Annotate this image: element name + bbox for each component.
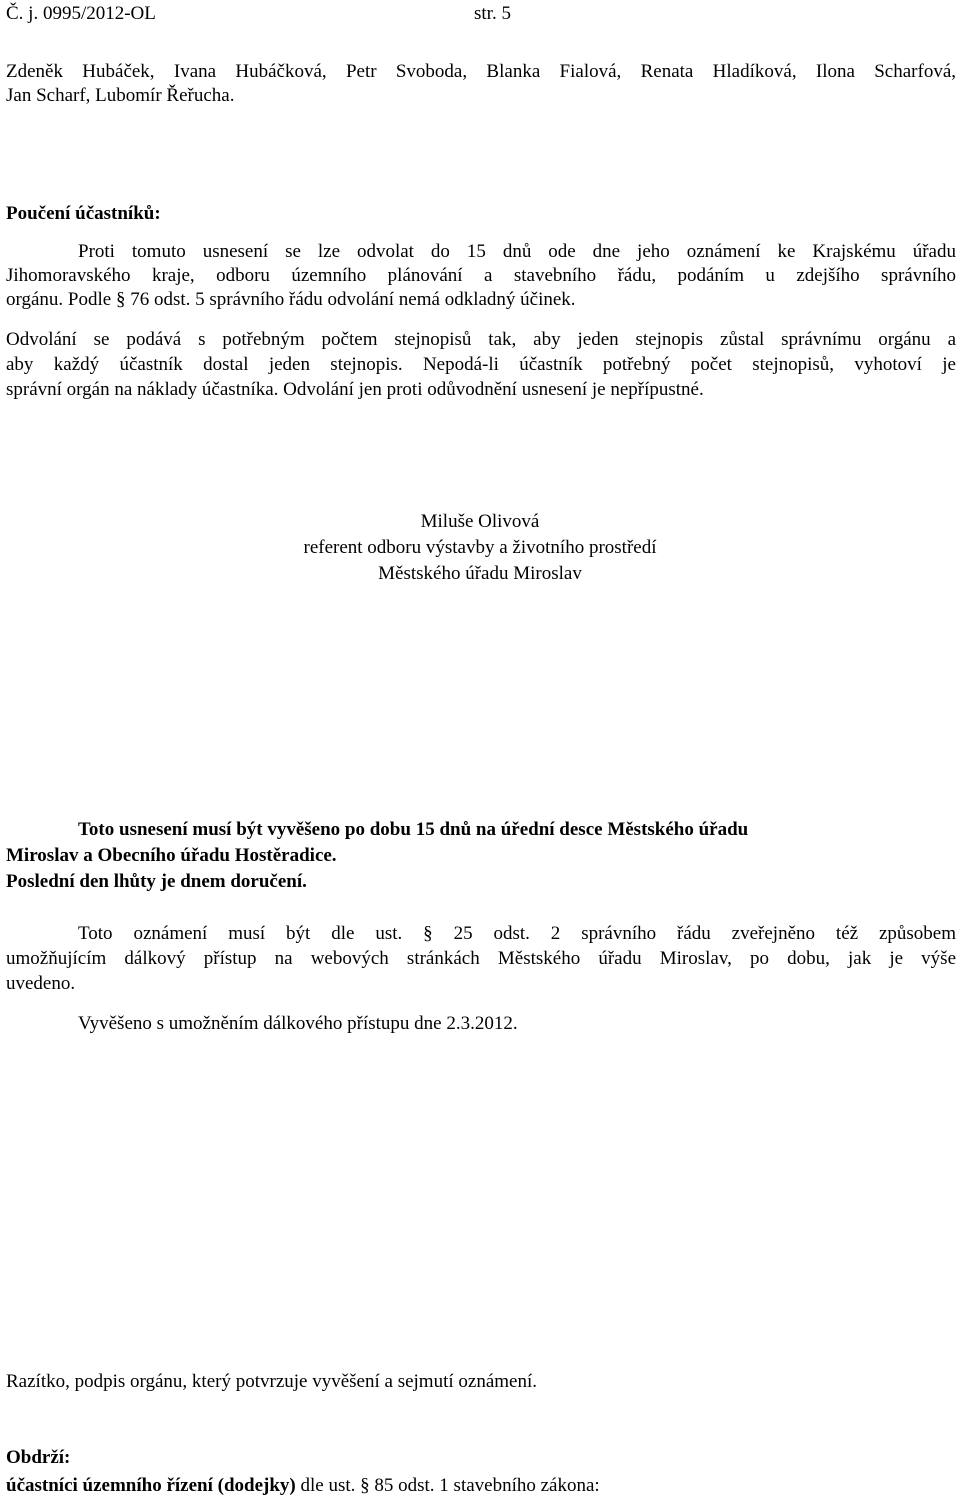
document-reference: Č. j. 0995/2012-OL (6, 3, 156, 24)
participants-line-1: Zdeněk Hubáček, Ivana Hubáčková, Petr Svoboda, Blanka Fialová, Renata Hladíková, Ilona Scharfová, (6, 61, 956, 82)
instruction-heading: Poučení účastníků: (6, 203, 161, 224)
posting-date-line: Vyvěšeno s umožněním dálkového přístupu dne 2.3.2012. (78, 1013, 518, 1034)
stamp-note: Razítko, podpis orgánu, který potvrzuje vyvěšení a sejmutí oznámení. (6, 1371, 537, 1392)
recipients-heading: Obdrží: (6, 1447, 71, 1468)
signatory-name: Miluše Olivová (420, 511, 540, 532)
posting-p-line-1: Toto oznámení musí být dle ust. § 25 odst. 2 správního řádu zveřejněno též způsobem (78, 923, 956, 944)
instruction-p1-line-3: orgánu. Podle § 76 odst. 5 správního řádu odvolání nemá odkladný účinek. (6, 289, 576, 310)
recipients-line (6, 1474, 600, 1498)
posting-p-line-2: umožňujícím dálkový přístup na webových stránkách Městského úřadu Miroslav, po dobu, jak je výše (6, 948, 956, 969)
instruction-p2-line-1: Odvolání se podává s potřebným počtem stejnopisů tak, aby jeden stejnopis zůstal správnímu orgánu a (6, 329, 956, 350)
signatory-office: Městského úřadu Miroslav (378, 563, 582, 584)
participants-line-2: Jan Scharf, Lubomír Řeřucha. (6, 85, 235, 106)
page-number: str. 5 (474, 3, 511, 24)
posting-bold-line-3: Poslední den lhůty je dnem doručení. (6, 871, 307, 892)
posting-bold-line-2: Miroslav a Obecního úřadu Hostěradice. (6, 845, 337, 866)
recipients-bold-part: účastníci územního řízení (dodejky) (6, 1475, 296, 1496)
instruction-p2-line-3: správní orgán na náklady účastníka. Odvolání jen proti odůvodnění usnesení je nepřípustné. (6, 379, 704, 400)
instruction-p1-line-1: Proti tomuto usnesení se lze odvolat do 15 dnů ode dne jeho oznámení ke Krajskému úřadu (78, 241, 956, 262)
posting-bold-line-1: Toto usnesení musí být vyvěšeno po dobu 15 dnů na úřední desce Městského úřadu (78, 819, 749, 840)
instruction-p2-line-2: aby každý účastník dostal jeden stejnopis. Nepodá-li účastník potřebný počet stejnopisů, vyhotoví je (6, 354, 956, 375)
posting-p-line-3: uvedeno. (6, 973, 76, 994)
recipients-rest-part: dle ust. § 85 odst. 1 stavebního zákona: (295, 1475, 600, 1496)
instruction-p1-line-2: Jihomoravského kraje, odboru územního plánování a stavebního řádu, podáním u zdejšího správního (6, 265, 956, 286)
signatory-role: referent odboru výstavby a životního prostředí (303, 537, 657, 558)
